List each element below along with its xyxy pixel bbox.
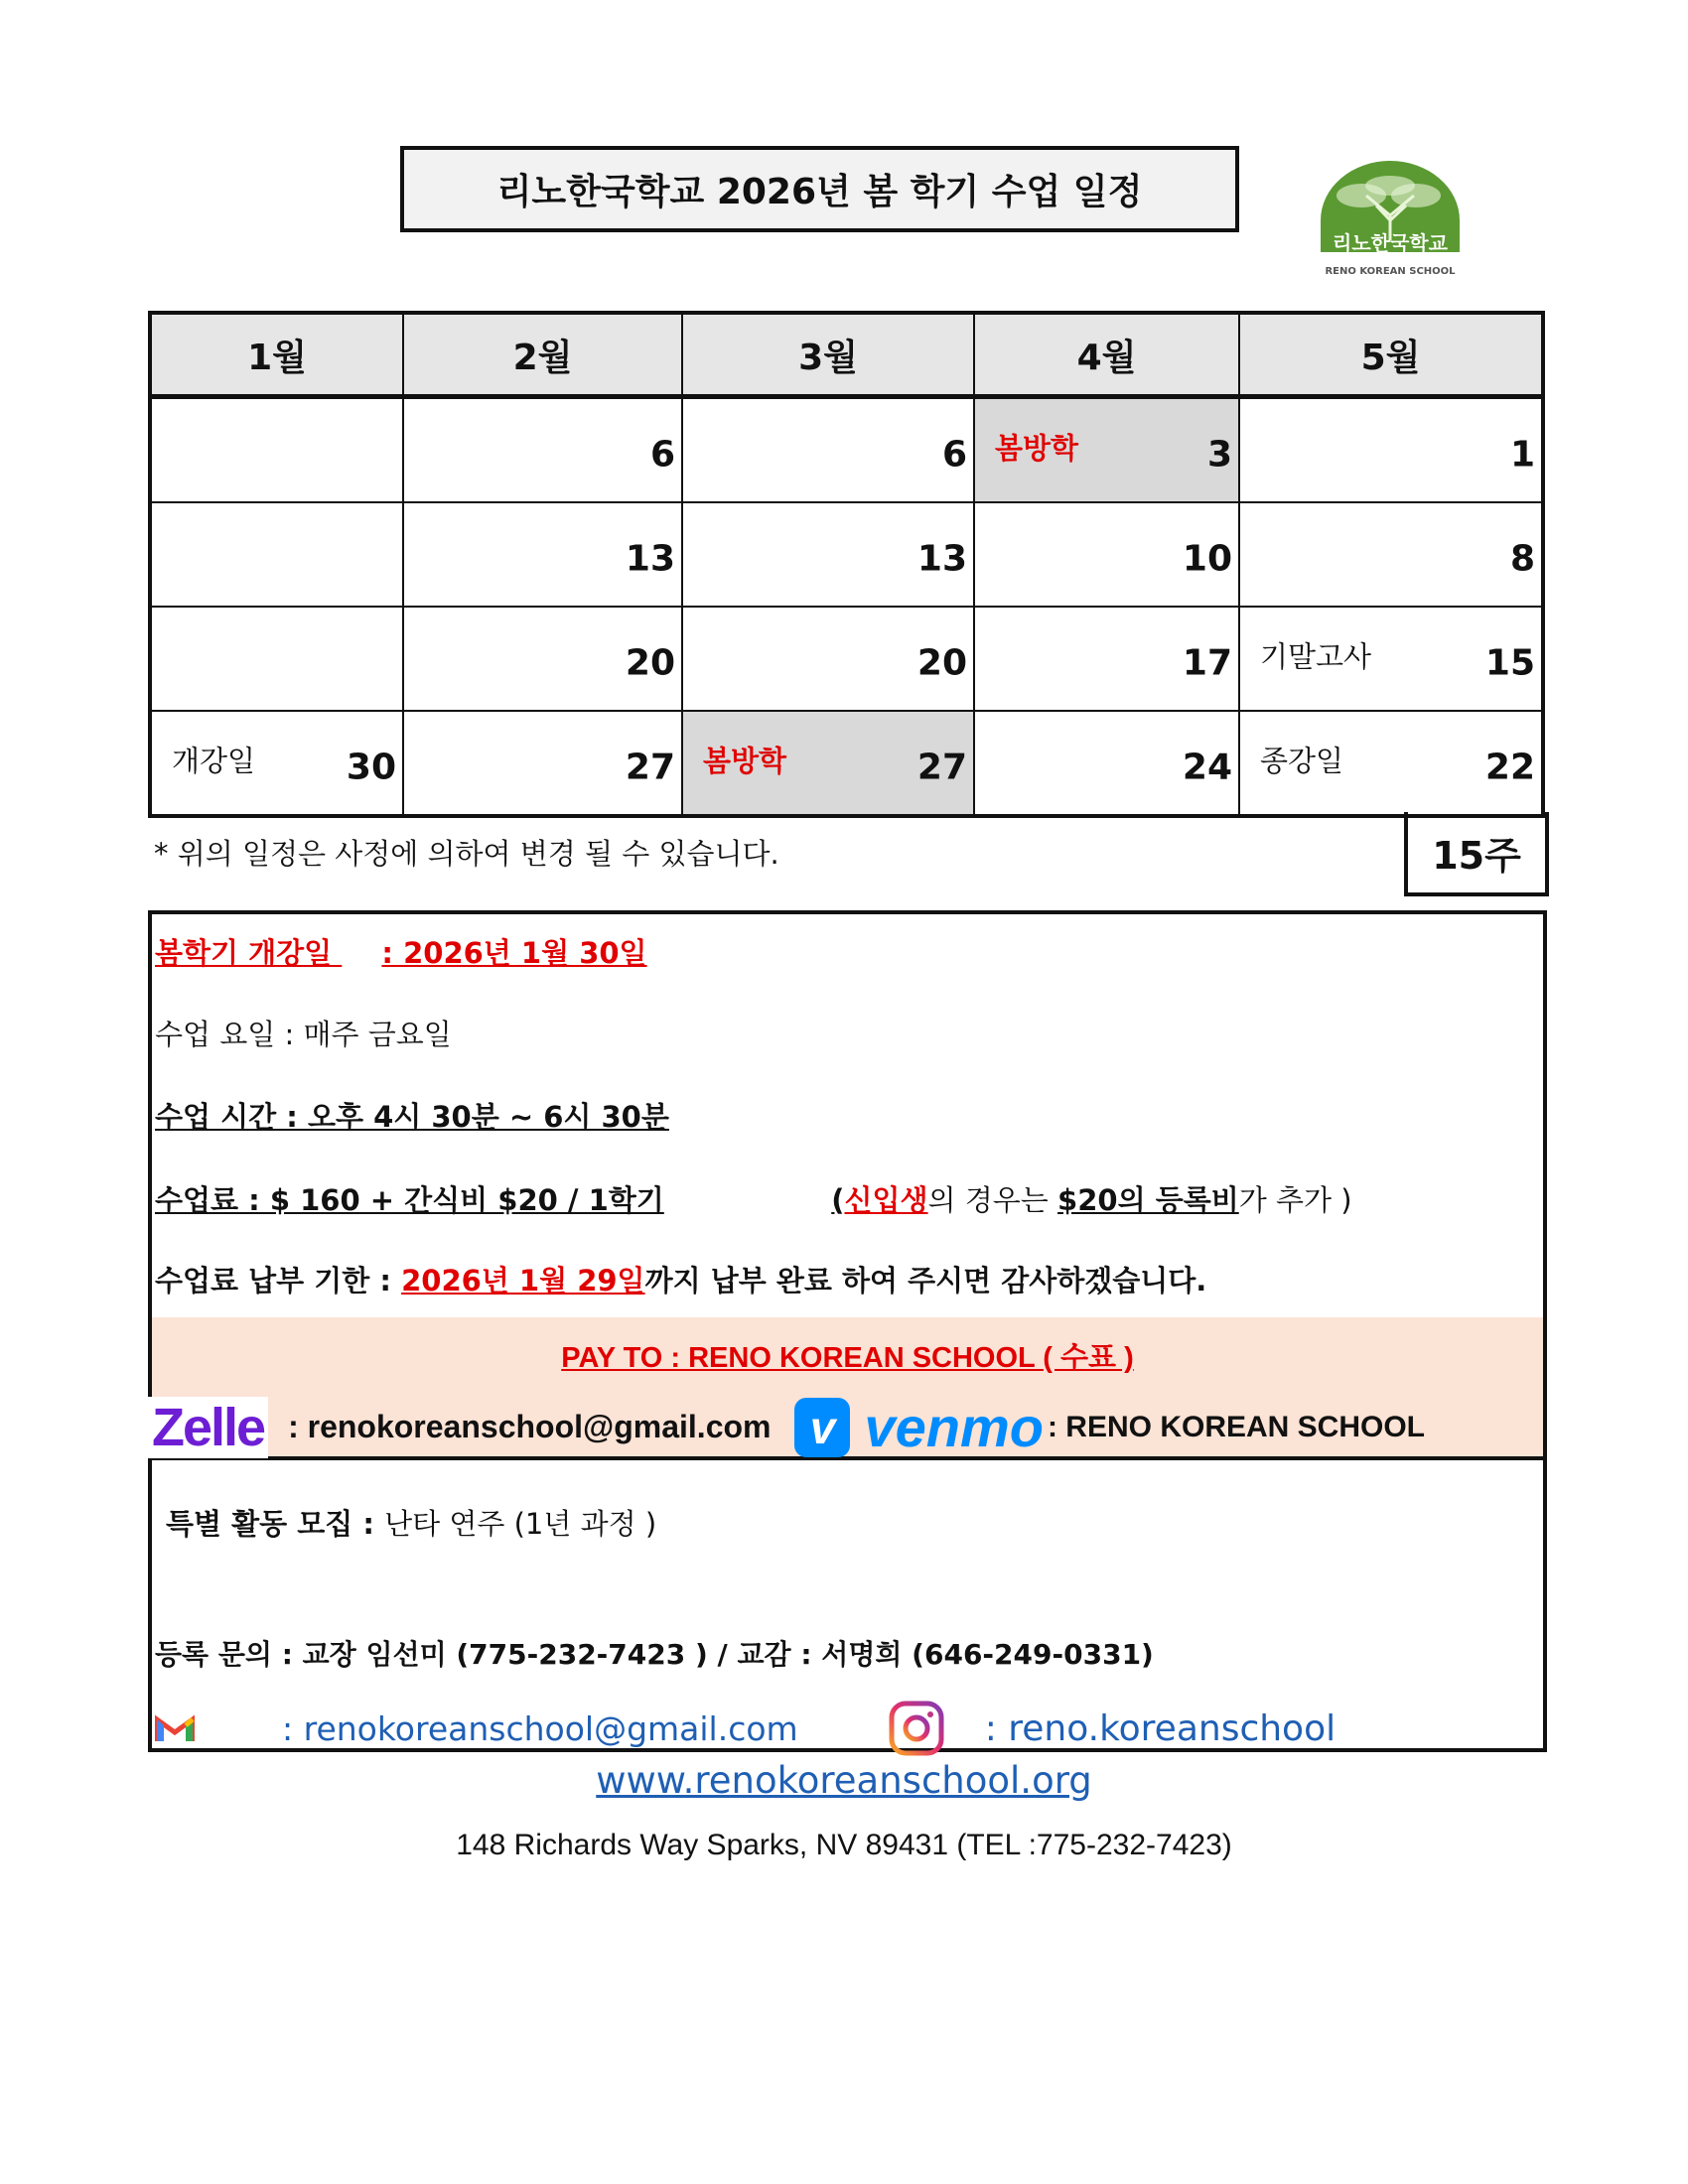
calendar-cell xyxy=(150,397,403,503)
day-number: 6 xyxy=(941,434,967,476)
calendar-cell xyxy=(974,502,1239,607)
event-label: 개강일 xyxy=(172,743,256,777)
new-student: 신입생 xyxy=(844,1183,928,1217)
calendar-cell xyxy=(682,607,974,711)
gmail-address[interactable]: : renokoreanschool@gmail.com xyxy=(282,1708,798,1748)
deadline-date: 2026년 1월 29일 xyxy=(401,1264,645,1297)
calendar-cell xyxy=(682,502,974,607)
event-label: 종강일 xyxy=(1260,743,1344,777)
day-number: 3 xyxy=(1206,434,1232,476)
day-number: 20 xyxy=(916,642,967,684)
zelle-logo: Zelle xyxy=(148,1397,268,1458)
calendar-cell xyxy=(974,607,1239,711)
week-row xyxy=(150,397,1543,503)
month-header: 2월 xyxy=(403,313,682,397)
calendar-cell xyxy=(1239,607,1543,711)
website-link[interactable]: www.renokoreanschool.org xyxy=(596,1759,1092,1802)
calendar-cell xyxy=(403,397,682,503)
calendar-cell xyxy=(403,607,682,711)
special-activity xyxy=(166,1502,656,1543)
calendar-cell xyxy=(682,397,974,503)
tuition-line xyxy=(155,1178,1352,1219)
svg-text:RENO KOREAN SCHOOL: RENO KOREAN SCHOOL xyxy=(1325,266,1456,277)
calendar-cell xyxy=(682,711,974,816)
registration-fee: $20의 등록비 xyxy=(1057,1183,1239,1217)
calendar-cell xyxy=(1239,711,1543,816)
month-header: 1월 xyxy=(150,313,403,397)
class-day: 수업 요일 : 매주 금요일 xyxy=(155,1018,452,1051)
school-logo xyxy=(1317,161,1464,285)
day-number: 24 xyxy=(1182,747,1232,788)
calendar-cell xyxy=(403,502,682,607)
venmo-account: : RENO KOREAN SCHOOL xyxy=(1047,1410,1425,1443)
day-number: 30 xyxy=(346,747,396,788)
calendar-cell xyxy=(1239,397,1543,503)
week-row xyxy=(150,607,1543,711)
activity-label: 특별 활동 모집 : xyxy=(166,1507,385,1541)
page-title: 리노한국학교 2026년 봄 학기 수업 일정 xyxy=(400,146,1239,232)
venmo-icon: v xyxy=(794,1398,850,1457)
day-number: 1 xyxy=(1509,434,1535,476)
calendar-cell xyxy=(150,607,403,711)
paren: ( xyxy=(831,1183,845,1217)
day-number: 13 xyxy=(916,538,967,580)
week-row xyxy=(150,711,1543,816)
day-number: 27 xyxy=(916,747,967,788)
instagram-icon xyxy=(888,1700,945,1757)
day-number: 13 xyxy=(625,538,675,580)
month-header: 5월 xyxy=(1239,313,1543,397)
social-line xyxy=(155,1700,1336,1757)
month-header: 3월 xyxy=(682,313,974,397)
calendar-cell xyxy=(150,711,403,816)
instagram-handle[interactable]: : reno.koreanschool xyxy=(984,1707,1336,1749)
day-number: 20 xyxy=(625,642,675,684)
activity-value: 난타 연주 (1년 과정 ) xyxy=(384,1507,657,1541)
day-number: 17 xyxy=(1182,642,1232,684)
day-number: 6 xyxy=(649,434,675,476)
day-number: 27 xyxy=(625,747,675,788)
calendar-cell xyxy=(974,397,1239,503)
payment-methods xyxy=(148,1395,1425,1459)
day-number: 10 xyxy=(1182,538,1232,580)
start-value: : 2026년 1월 30일 xyxy=(381,936,647,970)
deadline-text: 까지 납부 완료 하여 주시면 감사하겠습니다. xyxy=(644,1264,1207,1297)
month-header: 4월 xyxy=(974,313,1239,397)
calendar-cell xyxy=(974,711,1239,816)
contact-info: 등록 문의 : 교장 임선미 (775-232-7423 ) / 교감 : 서명희 (646-249-0331) xyxy=(155,1638,1154,1671)
day-number: 8 xyxy=(1509,538,1535,580)
event-label: 기말고사 xyxy=(1260,638,1372,673)
zelle-email: : renokoreanschool@gmail.com xyxy=(288,1409,772,1444)
event-label: 봄방학 xyxy=(703,743,787,777)
address: 148 Richards Way Sparks, NV 89431 (TEL :775-232-7423) xyxy=(456,1829,1232,1861)
svg-text:리노한국학교: 리노한국학교 xyxy=(1333,231,1448,255)
new-student-end: 가 추가 ) xyxy=(1238,1183,1352,1217)
day-number: 22 xyxy=(1484,747,1535,788)
week-row xyxy=(150,502,1543,607)
gmail-icon xyxy=(155,1713,195,1743)
class-time: 수업 시간 : 오후 4시 30분 ~ 6시 30분 xyxy=(155,1100,669,1134)
payment-deadline xyxy=(155,1259,1206,1299)
start-label: 봄학기 개강일 xyxy=(155,936,343,970)
calendar-cell xyxy=(150,502,403,607)
pay-to: PAY TO : RENO KOREAN SCHOOL ( 수표 ) xyxy=(561,1342,1134,1374)
tuition: 수업료 : $ 160 + 간식비 $20 / 1학기 xyxy=(155,1183,664,1217)
calendar-cell xyxy=(1239,502,1543,607)
schedule-calendar xyxy=(148,311,1545,818)
new-student-text: 의 경우는 xyxy=(927,1183,1058,1217)
venmo-logo: venmo xyxy=(864,1396,1044,1458)
semester-start xyxy=(155,931,647,972)
event-label: 봄방학 xyxy=(995,430,1079,465)
calendar-cell xyxy=(403,711,682,816)
schedule-note: * 위의 일정은 사정에 의하여 변경 될 수 있습니다. xyxy=(154,837,779,871)
deadline-label: 수업료 납부 기한 : xyxy=(155,1264,402,1297)
day-number: 15 xyxy=(1484,642,1535,684)
total-weeks: 15주 xyxy=(1404,812,1549,896)
